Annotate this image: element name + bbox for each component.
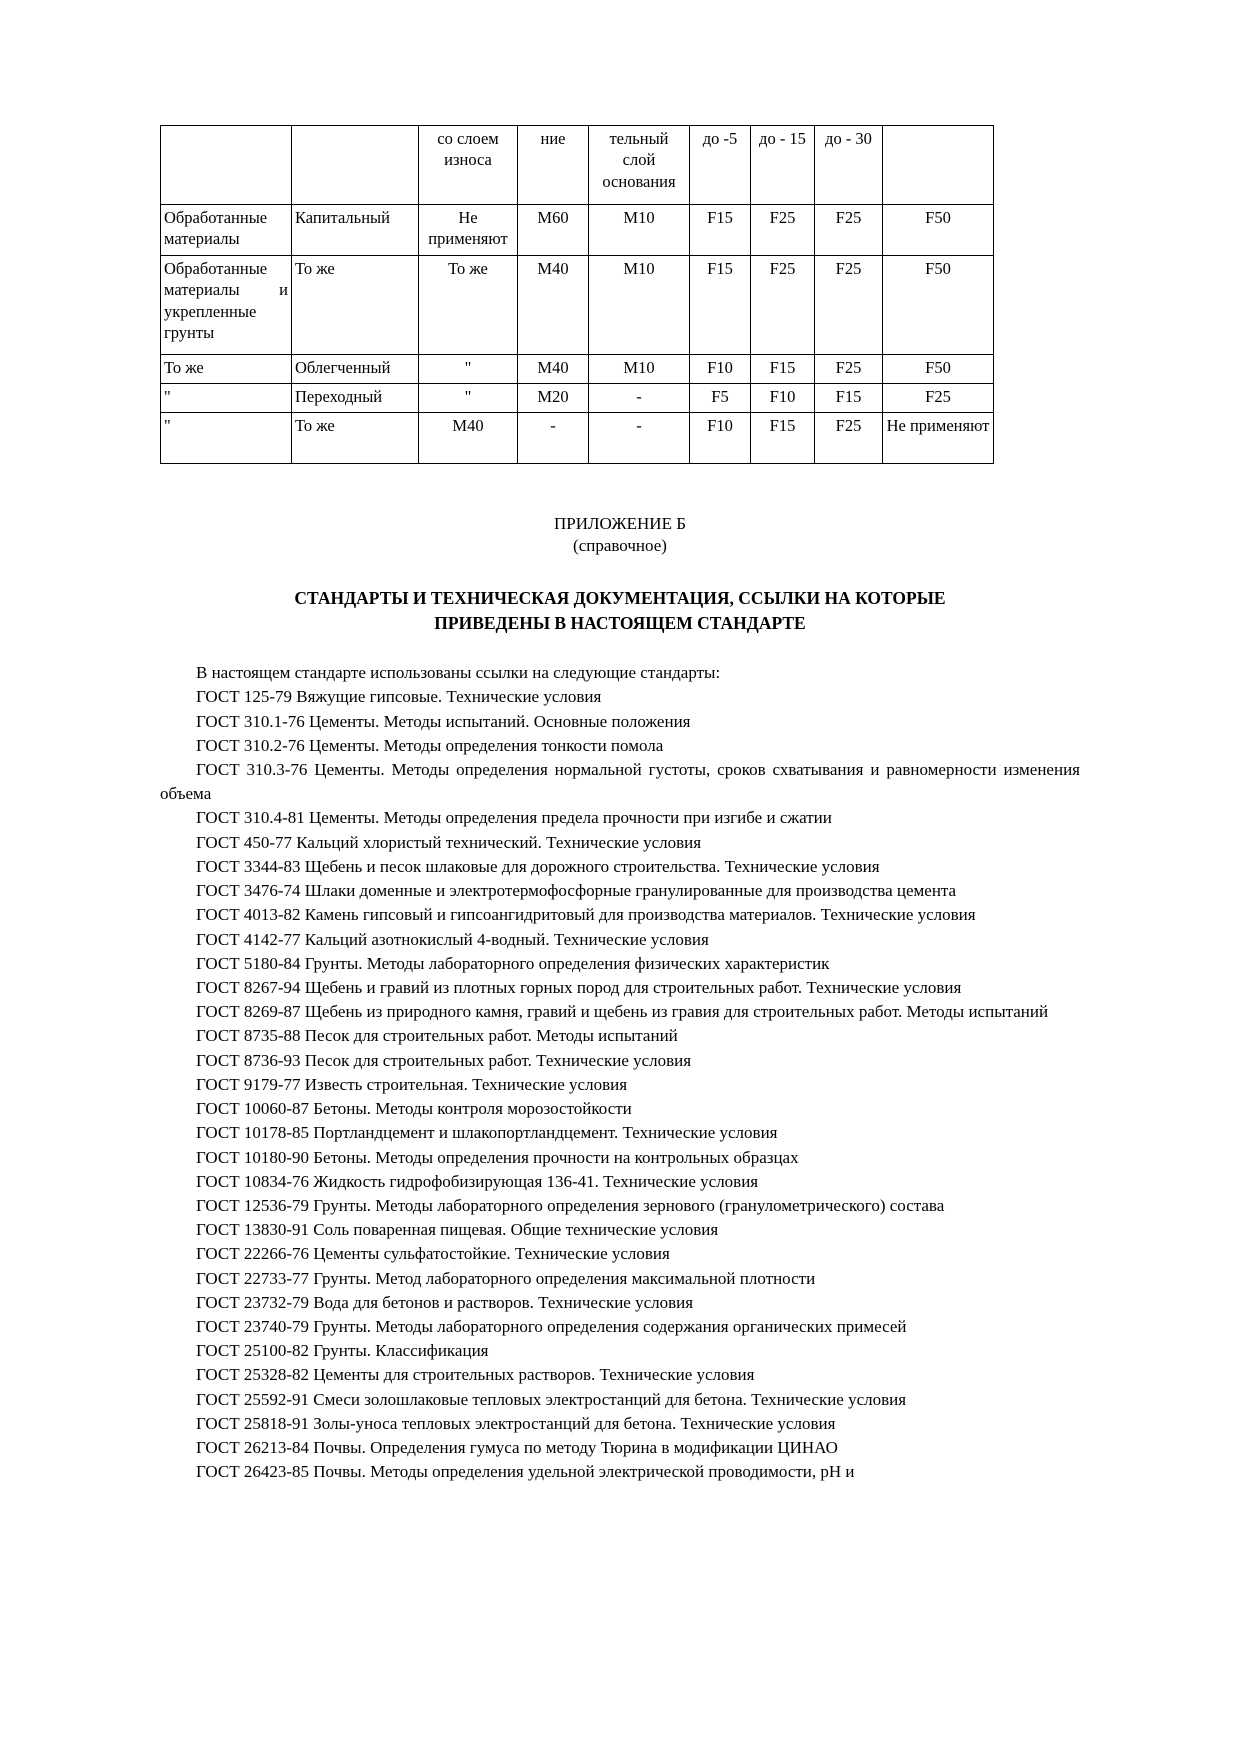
standard-item: ГОСТ 10060-87 Бетоны. Методы контроля морозостойкости [196,1099,632,1119]
cell-to-minus-5: F15 [690,205,751,256]
standard-item: ГОСТ 26423-85 Почвы. Методы определения удельной электрической проводимости, рН и [196,1462,855,1482]
table-row [161,256,994,355]
standard-item: ГОСТ 8736-93 Песок для строительных работ. Технические условия [196,1050,692,1070]
header-cell-nie: ние [518,126,589,205]
cell-road-type: Облегченный [292,355,419,384]
page-title [160,586,1080,635]
cell-to-minus-30: F25 [815,256,883,355]
cell-to-minus-15: F10 [751,384,815,413]
standard-item: ГОСТ 8267-94 Щебень и гравий из плотных горных пород для строительных работ. Технические условия [196,977,962,997]
cell-nie: М20 [518,384,589,413]
cell-material: Обработанные материалы [161,205,292,256]
standard-item: ГОСТ 23732-79 Вода для бетонов и растворов. Технические условия [196,1292,694,1312]
table-row [161,413,994,464]
cell-to-minus-15: F15 [751,413,815,464]
cell-base-layer: - [589,413,690,464]
cell-to-minus-30: F25 [815,413,883,464]
pavement-frost-resistance-table [160,125,994,464]
cell-base-layer: М10 [589,355,690,384]
standard-item: ГОСТ 25328-82 Цементы для строительных растворов. Технические условия [196,1365,755,1385]
header-cell-base-layer: тельный слой основания [589,126,690,205]
cell-material-line-4: грунты [164,323,215,343]
standard-item: ГОСТ 23740-79 Грунты. Методы лабораторного определения содержания органических примесей [196,1317,907,1337]
cell-with-wear-layer: " [419,384,518,413]
table-header-row [161,126,994,205]
cell-material-line-1: Обработанные [164,259,268,278]
standard-item: ГОСТ 26213-84 Почвы. Определения гумуса по методу Тюрина в модификации ЦИНАО [196,1438,838,1458]
standard-item: ГОСТ 22733-77 Грунты. Метод лабораторного определения максимальной плотности [196,1268,816,1288]
cell-last: F50 [883,205,994,256]
cell-to-minus-15: F15 [751,355,815,384]
cell-material: " [161,413,292,464]
standard-item: ГОСТ 3476-74 Шлаки доменные и электротермофосфорные гранулированные для производства цемента [196,881,957,901]
standard-item: ГОСТ 3344-83 Щебень и песок шлаковые для дорожного строительства. Технические условия [196,856,880,876]
cell-last: Не применяют [883,413,994,464]
standards-items [160,685,1080,1484]
cell-road-type: То же [292,256,419,355]
standard-item: ГОСТ 310.1-76 Цементы. Методы испытаний. Основные положения [196,711,691,731]
header-cell-to-minus-30: до - 30 [815,126,883,205]
cell-to-minus-15: F25 [751,205,815,256]
standard-item: ГОСТ 125-79 Вяжущие гипсовые. Технические условия [196,687,602,707]
cell-material: " [161,384,292,413]
cell-to-minus-30: F25 [815,355,883,384]
standard-item: ГОСТ 8735-88 Песок для строительных работ. Методы испытаний [196,1026,678,1046]
table-row [161,205,994,256]
cell-last: F50 [883,355,994,384]
header-cell-last [883,126,994,205]
standard-item: ГОСТ 25818-91 Золы-уноса тепловых электростанций для бетона. Технические условия [196,1413,836,1433]
standard-item: ГОСТ 22266-76 Цементы сульфатостойкие. Технические условия [196,1244,670,1264]
cell-material-line-3: укрепленные [164,301,257,321]
page-title-line-2: ПРИВЕДЕНЫ В НАСТОЯЩЕМ СТАНДАРТЕ [434,612,806,633]
cell-to-minus-5: F10 [690,413,751,464]
cell-base-layer: М10 [589,256,690,355]
cell-nie: М40 [518,256,589,355]
table-row [161,355,994,384]
standard-item: ГОСТ 310.3-76 Цементы. Методы определения нормальной густоты, сроков схватывания и равномерности изменения объема [160,760,1080,804]
cell-to-minus-30: F25 [815,205,883,256]
header-cell-material [161,126,292,205]
intro-paragraph: В настоящем стандарте использованы ссылки на следующие стандарты: [196,663,721,683]
cell-with-wear-layer: То же [419,256,518,355]
cell-to-minus-5: F15 [690,256,751,355]
standard-item: ГОСТ 13830-91 Соль поваренная пищевая. Общие технические условия [196,1220,719,1240]
header-cell-to-minus-5: до -5 [690,126,751,205]
standard-item: ГОСТ 5180-84 Грунты. Методы лабораторного определения физических характеристик [196,953,830,973]
standard-item: ГОСТ 450-77 Кальций хлористый технический. Технические условия [196,832,702,852]
cell-base-layer: - [589,384,690,413]
cell-base-layer: М10 [589,205,690,256]
cell-road-type: Капитальный [292,205,419,256]
cell-to-minus-5: F5 [690,384,751,413]
cell-nie: М40 [518,355,589,384]
cell-nie: М60 [518,205,589,256]
cell-road-type: Переходный [292,384,419,413]
cell-road-type: То же [292,413,419,464]
appendix-kind: (справочное) [573,536,667,556]
standard-item: ГОСТ 10834-76 Жидкость гидрофобизирующая 136-41. Технические условия [196,1171,759,1191]
cell-to-minus-5: F10 [690,355,751,384]
standard-item: ГОСТ 10178-85 Портландцемент и шлакопортландцемент. Технические условия [196,1123,778,1143]
cell-with-wear-layer: " [419,355,518,384]
cell-to-minus-15: F25 [751,256,815,355]
cell-with-wear-layer: Не применяют [419,205,518,256]
standard-item: ГОСТ 10180-90 Бетоны. Методы определения прочности на контрольных образцах [196,1147,799,1167]
standard-item: ГОСТ 310.2-76 Цементы. Методы определения тонкости помола [196,735,664,755]
cell-material-line-2: материалы и [164,280,288,300]
cell-material: То же [161,355,292,384]
standard-item: ГОСТ 25592-91 Смеси золошлаковые тепловых электростанций для бетона. Технические условия [196,1389,907,1409]
standard-item: ГОСТ 4013-82 Камень гипсовый и гипсоангидритовый для производства материалов. Технические условия [196,905,976,925]
standard-item: ГОСТ 8269-87 Щебень из природного камня, гравий и щебень из гравия для строительных работ. Методы испытаний [196,1002,1049,1022]
cell-last: F25 [883,384,994,413]
standard-item: ГОСТ 9179-77 Известь строительная. Технические условия [196,1074,628,1094]
standard-item: ГОСТ 4142-77 Кальций азотнокислый 4-водный. Технические условия [196,929,709,949]
cell-with-wear-layer: М40 [419,413,518,464]
cell-to-minus-30: F15 [815,384,883,413]
table-row [161,384,994,413]
header-cell-with-wear-layer: со слоем износа [419,126,518,205]
header-cell-to-minus-15: до - 15 [751,126,815,205]
cell-last: F50 [883,256,994,355]
page-title-line-1: СТАНДАРТЫ И ТЕХНИЧЕСКАЯ ДОКУМЕНТАЦИЯ, ССЫЛКИ НА КОТОРЫЕ [294,588,946,609]
standard-item: ГОСТ 310.4-81 Цементы. Методы определения предела прочности при изгибе и сжатии [196,808,832,828]
cell-material [161,256,292,355]
header-cell-road-type [292,126,419,205]
standard-item: ГОСТ 25100-82 Грунты. Классификация [196,1341,489,1361]
standards-reference-list [160,661,1080,1484]
standard-item: ГОСТ 12536-79 Грунты. Методы лабораторного определения зернового (гранулометрического) состава [196,1195,945,1215]
appendix-label: ПРИЛОЖЕНИЕ Б [554,514,686,533]
cell-nie: - [518,413,589,464]
